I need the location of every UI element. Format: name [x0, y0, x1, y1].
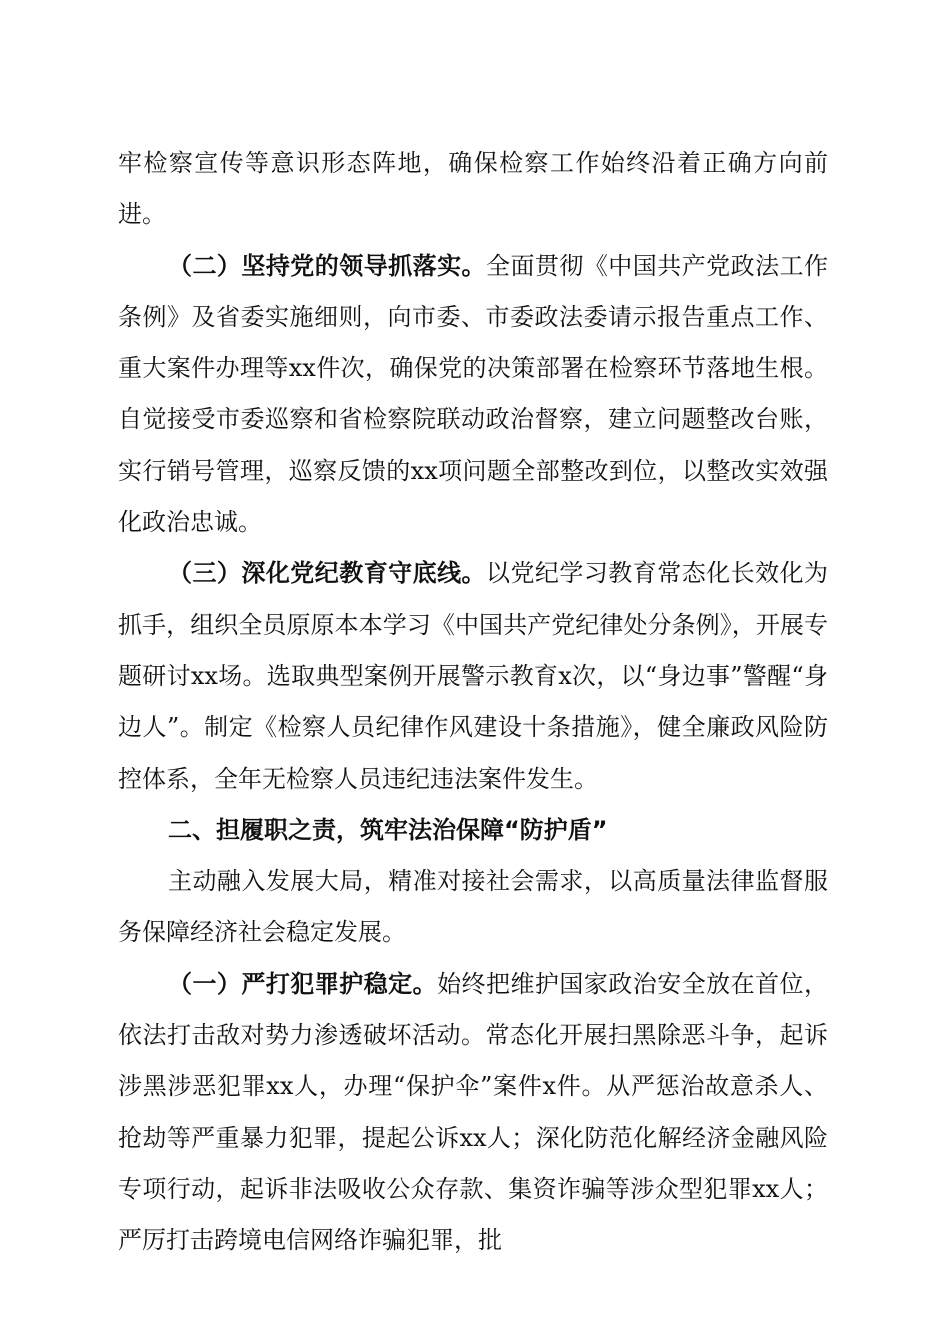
section-2-heading: 二、担履职之责，筑牢法治保障“防护盾” [168, 815, 608, 844]
paragraph-section-2-item-1 [118, 959, 828, 1267]
item-3-body: 以党纪学习教育常态化长效化为抓手，组织全员原原本本学习《中国共产党纪律处分条例》，开展专题研讨xx场。选取典型案例开展警示教育x次，以“身边事”警醒“身边人”。制定《检察人员纪律作风建设十条措施》，健全廉政风险防控体系，全年无检察人员违纪违法案件发生。 [118, 559, 828, 793]
item-2-body: 全面贯彻《中国共产党政法工作条例》及省委实施细则，向市委、市委政法委请示报告重点工作、重大案件办理等xx件次，确保党的决策部署在检察环节落地生根。自觉接受市委巡察和省检察院联动政治督察，建立问题整改台账，实行销号管理，巡察反馈的xx项问题全部整改到位，以整改实效强化政治忠诚。 [118, 251, 828, 537]
paragraph-item-2 [118, 241, 828, 549]
document-body [118, 138, 828, 1267]
section-2-item-1-body: 始终把维护国家政治安全放在首位，依法打击敌对势力渗透破坏活动。常态化开展扫黑除恶斗争，起诉涉黑涉恶犯罪xx人，办理“保护伞”案件x件。从严惩治故意杀人、抢劫等严重暴力犯罪，提起公诉xx人；深化防范化解经济金融风险专项行动，起诉非法吸收公众存款、集资诈骗等涉众型犯罪xx人；严厉打击跨境电信网络诈骗犯罪，批 [118, 969, 829, 1255]
section-2-intro: 主动融入发展大局，精准对接社会需求，以高质量法律监督服务保障经济社会稳定发展。 [118, 867, 828, 947]
item-2-lead: （二）坚持党的领导抓落实。 [168, 251, 486, 280]
paragraph-continued: 牢检察宣传等意识形态阵地，确保检察工作始终沿着正确方向前进。 [118, 149, 828, 229]
item-3-lead: （三）深化党纪教育守底线。 [168, 559, 486, 588]
paragraph-item-3 [118, 548, 828, 804]
section-2-item-1-lead: （一）严打犯罪护稳定。 [168, 969, 438, 998]
